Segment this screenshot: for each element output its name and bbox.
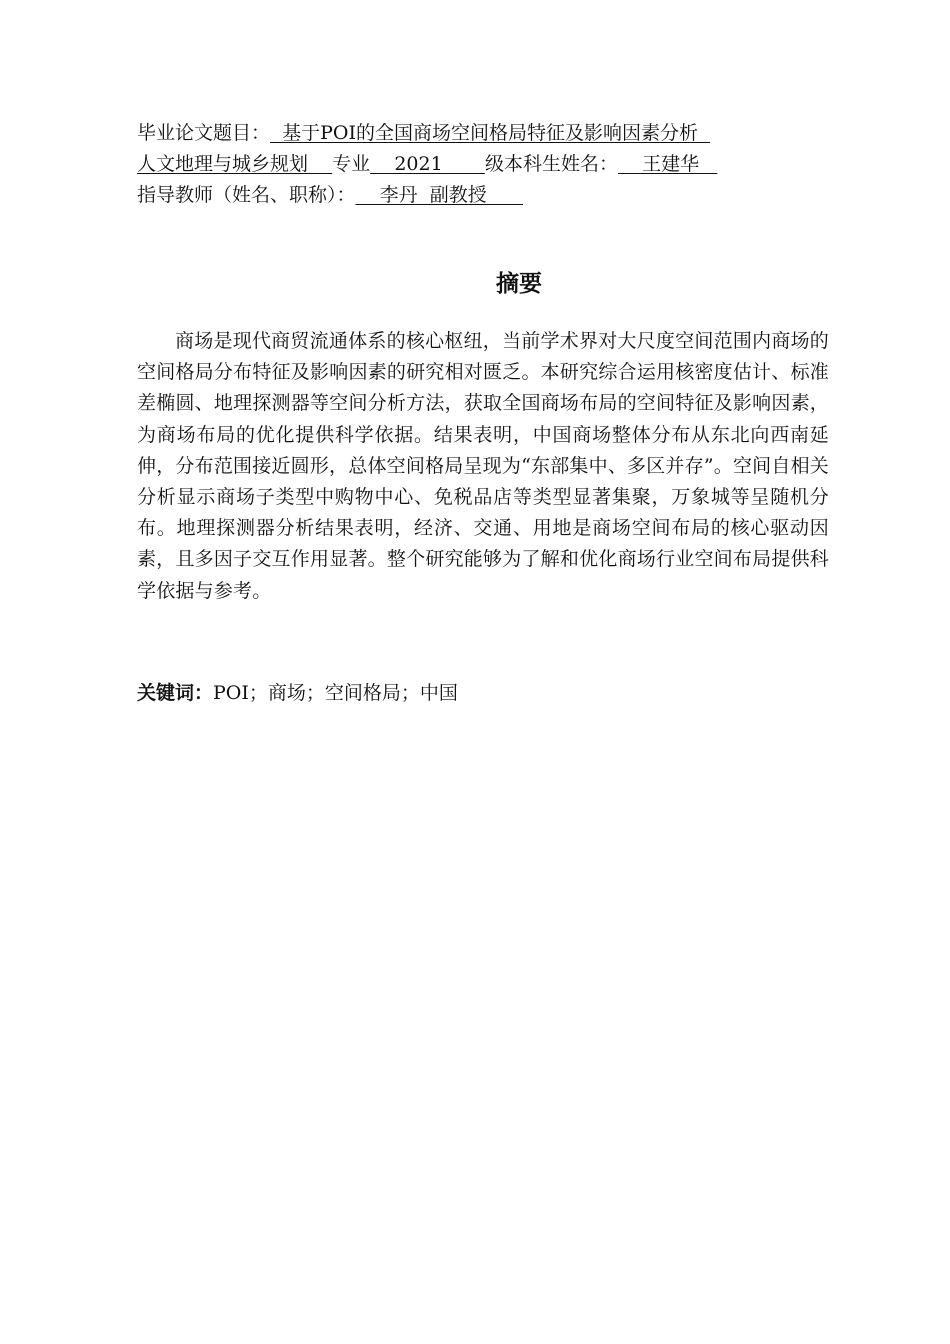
title-value: 基于POI的全国商场空间格局特征及影响因素分析: [270, 122, 711, 144]
title-label: 毕业论文题目：: [137, 122, 271, 144]
major-label: 专业: [332, 153, 371, 175]
advisor-line: [137, 180, 827, 211]
keywords-value: POI；商场；空间格局；中国: [213, 682, 458, 704]
keywords-line: [137, 678, 458, 709]
title-line: [137, 118, 827, 149]
student-label: 级本科生姓名：: [484, 153, 618, 175]
abstract-body: 商场是现代商贸流通体系的核心枢纽，当前学术界对大尺度空间范围内商场的空间格局分布特征及影响因素的研究相对匮乏。本研究综合运用核密度估计、标准差椭圆、地理探测器等空间分析方法，获取全国商场布局的空间特征及影响因素，为商场布局的优化提供科学依据。结果表明，中国商场整体分布从东北向西南延伸，分布范围接近圆形，总体空间格局呈现为“东部集中、多区并存”。空间自相关分析显示商场子类型中购物中心、免税品店等类型显著集聚，万象城等呈随机分布。地理探测器分析结果表明，经济、交通、用地是商场空间布局的核心驱动因素，且多因子交互作用显著。整个研究能够为了解和优化商场行业空间布局提供科学依据与参考。: [137, 330, 829, 602]
student-value: 王建华: [618, 153, 718, 175]
advisor-value: 李丹 副教授: [355, 184, 523, 206]
year-value: 2021: [370, 153, 485, 175]
keywords-label: 关键词：: [137, 682, 214, 704]
major-line: [137, 149, 827, 180]
thesis-header: [137, 118, 827, 211]
major-value: 人文地理与城乡规划: [137, 153, 333, 175]
abstract-heading: 摘要: [496, 271, 542, 297]
advisor-label: 指导教师（姓名、职称）：: [137, 184, 356, 206]
